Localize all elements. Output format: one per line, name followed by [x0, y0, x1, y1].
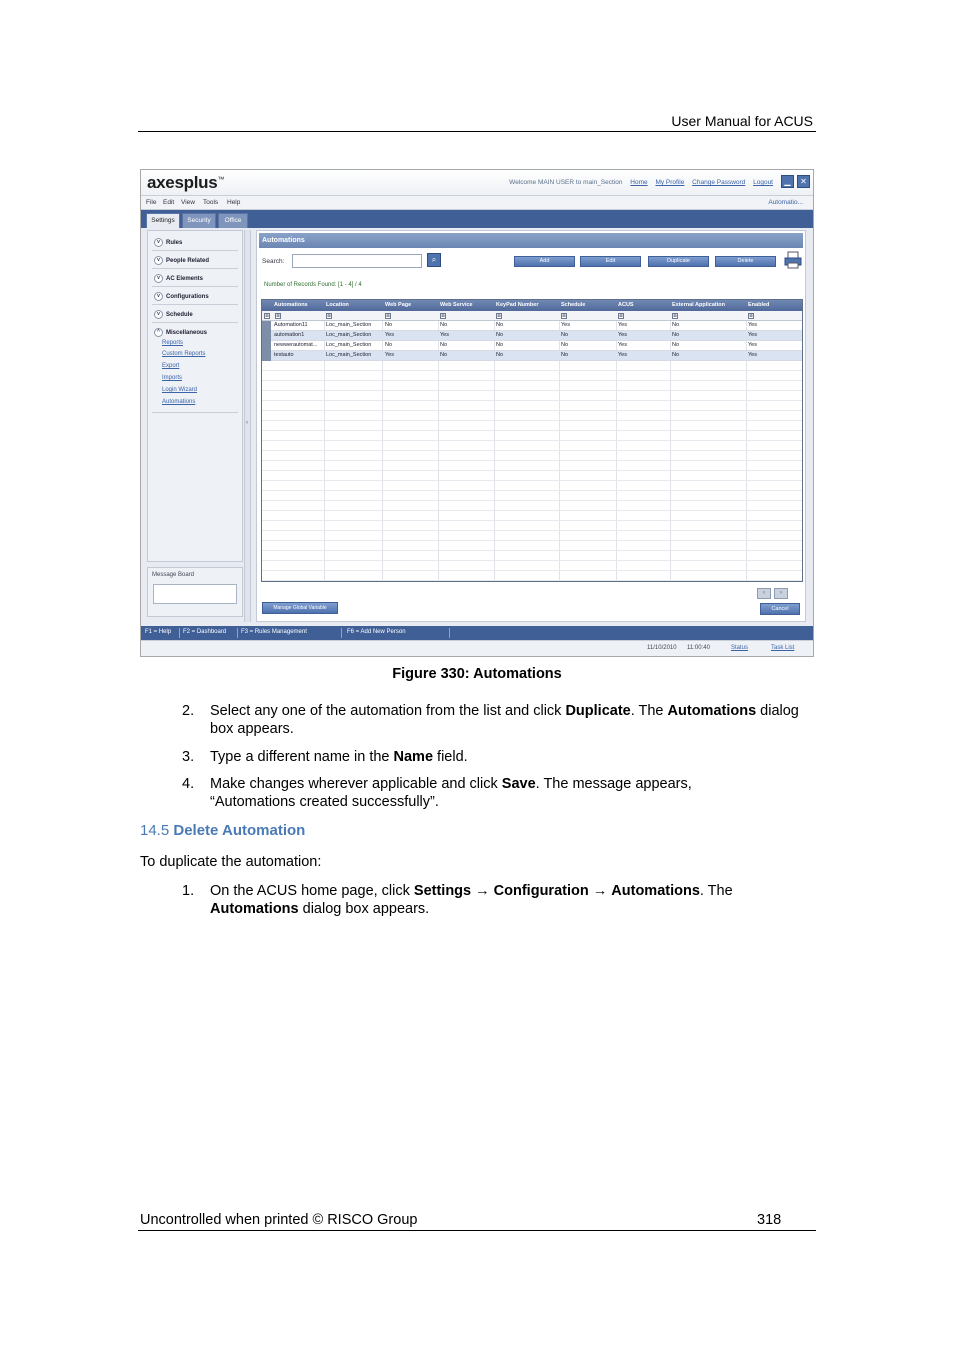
cell-keypad: No	[496, 322, 504, 328]
fkey-help[interactable]: F1 = Help	[145, 629, 172, 635]
duplicate-button[interactable]: Duplicate	[648, 256, 709, 267]
cell-enabled: Yes	[748, 342, 757, 348]
cell-external-app: No	[672, 322, 680, 328]
col-external-application[interactable]: External Application	[672, 302, 725, 308]
footer-copyright: Uncontrolled when printed © RISCO Group	[140, 1212, 418, 1228]
tab-settings[interactable]: Settings	[146, 213, 180, 228]
top-links	[503, 179, 773, 186]
fkey-rules-management[interactable]: F3 = Rules Management	[241, 629, 307, 635]
table-row[interactable]	[262, 341, 803, 351]
cell-web-service: No	[440, 342, 448, 348]
fkey-dashboard[interactable]: F2 = Dashboard	[183, 629, 227, 635]
empty-row	[262, 571, 803, 581]
close-icon[interactable]: ✕	[797, 175, 810, 188]
cell-web-page: No	[385, 342, 393, 348]
empty-row	[262, 361, 803, 371]
footer-rule	[138, 1230, 816, 1231]
logout-link[interactable]: Logout	[753, 179, 773, 186]
filter-checkbox[interactable]: ⊠	[441, 313, 445, 318]
add-button[interactable]: Add	[514, 256, 575, 267]
filter-checkbox[interactable]: ⊠	[386, 313, 390, 318]
tab-office[interactable]: Office	[218, 213, 248, 228]
sublink-reports[interactable]: Reports	[162, 340, 184, 346]
axesplus-logo: axesplus™	[147, 173, 225, 192]
message-board	[147, 567, 243, 617]
menu-automations[interactable]: Automatio...	[768, 199, 803, 206]
empty-row	[262, 511, 803, 521]
cell-acus: Yes	[618, 332, 627, 338]
col-web-page[interactable]: Web Page	[385, 302, 412, 308]
cell-location: Loc_main_Section	[326, 352, 372, 358]
tabs-bar	[141, 210, 813, 228]
nav-people-related[interactable]: v People Related	[154, 256, 209, 265]
col-enabled[interactable]: Enabled	[748, 302, 770, 308]
search-icon[interactable]: ⌕	[427, 253, 441, 267]
arrow-icon: →	[475, 883, 490, 899]
step-number: 3.	[182, 749, 195, 765]
empty-row	[262, 491, 803, 501]
filter-checkbox[interactable]: ⊠	[619, 313, 623, 318]
step-number: 1.	[182, 883, 195, 899]
app-topbar	[141, 170, 813, 196]
step-text: Type a different name in the Name field.	[210, 749, 468, 765]
cell-keypad: No	[496, 342, 504, 348]
empty-row	[262, 551, 803, 561]
cell-acus: Yes	[618, 342, 627, 348]
automations-screenshot	[140, 169, 814, 657]
cell-schedule: No	[561, 352, 569, 358]
empty-row	[262, 481, 803, 491]
cell-web-page: No	[385, 322, 393, 328]
filter-checkbox[interactable]: ⊠	[327, 313, 331, 318]
empty-row	[262, 391, 803, 401]
col-keypad-number[interactable]: KeyPad Number	[496, 302, 539, 308]
nav-configurations[interactable]: v Configurations	[154, 292, 209, 301]
table-row[interactable]	[262, 321, 803, 331]
records-count: Number of Records Found: [1 - 4] / 4	[264, 282, 362, 288]
filter-icon[interactable]: ⊠	[265, 313, 269, 318]
fkey-separator	[449, 628, 450, 638]
grid-header	[262, 300, 803, 311]
cell-automation: automation1	[274, 332, 305, 338]
menu-view[interactable]: View	[181, 199, 195, 206]
sublink-imports[interactable]: Imports	[162, 375, 183, 381]
automations-panel	[256, 230, 806, 622]
empty-row	[262, 381, 803, 391]
cell-location: Loc_main_Section	[326, 332, 372, 338]
filter-checkbox[interactable]: ⊠	[562, 313, 566, 318]
chevron-up-icon: ^	[154, 328, 163, 337]
cell-keypad: No	[496, 352, 504, 358]
intro-paragraph: To duplicate the automation:	[140, 854, 322, 870]
col-location[interactable]: Location	[326, 302, 349, 308]
cell-web-service: No	[440, 322, 448, 328]
edit-button[interactable]: Edit	[580, 256, 641, 267]
step-text: Make changes wherever applicable and click Save. The message appears, “Automations created successfully”.	[210, 776, 692, 810]
cell-web-service: No	[440, 352, 448, 358]
cell-schedule: No	[561, 342, 569, 348]
cancel-button[interactable]: Cancel	[760, 603, 800, 615]
row-header	[262, 321, 271, 331]
sublink-automations[interactable]: Automations	[162, 399, 196, 405]
chevron-down-icon: v	[154, 292, 163, 301]
fkey-separator	[179, 628, 180, 638]
cell-external-app: No	[672, 352, 680, 358]
minimize-icon[interactable]: ▁	[781, 175, 794, 188]
nav-divider	[152, 286, 238, 287]
nav-miscellaneous[interactable]: ^ Miscellaneous	[154, 328, 207, 337]
page-number: 318	[757, 1212, 782, 1228]
menu-bar	[141, 196, 813, 210]
step-text: On the ACUS home page, click Settings → Configuration → Automations. The Automations dialog box appears.	[210, 883, 733, 917]
fkey-add-new-person[interactable]: F6 = Add New Person	[347, 629, 406, 635]
delete-button[interactable]: Delete	[715, 256, 776, 267]
collapse-arrow-icon[interactable]: ‹	[246, 420, 248, 426]
empty-row	[262, 401, 803, 411]
table-row[interactable]	[262, 331, 803, 341]
status-link[interactable]: Status	[731, 645, 749, 651]
automations-grid	[261, 299, 803, 582]
nav-divider	[152, 250, 238, 251]
printer-icon[interactable]	[784, 251, 802, 269]
change-password-link[interactable]: Change Password	[692, 179, 746, 186]
welcome-text: Welcome MAIN USER to main_Section	[509, 179, 623, 186]
chevron-down-icon: v	[154, 274, 163, 283]
home-link[interactable]: Home	[630, 179, 648, 186]
col-automations[interactable]: Automations	[274, 302, 308, 308]
empty-row	[262, 471, 803, 481]
cell-external-app: No	[672, 342, 680, 348]
menu-help[interactable]: Help	[227, 199, 241, 206]
chevron-down-icon: v	[154, 238, 163, 247]
tab-security[interactable]: Security	[182, 213, 216, 228]
cell-enabled: Yes	[748, 322, 757, 328]
task-list-link[interactable]: Task List	[771, 645, 795, 651]
empty-row	[262, 431, 803, 441]
prev-page-icon[interactable]: ‹	[757, 588, 771, 599]
cell-acus: Yes	[618, 352, 627, 358]
panel-splitter[interactable]	[244, 230, 251, 622]
status-time: 11:00:40	[687, 645, 710, 651]
cell-enabled: Yes	[748, 352, 757, 358]
message-board-label: Message Board	[152, 572, 195, 578]
nav-schedule[interactable]: v Schedule	[154, 310, 193, 319]
cell-web-page: Yes	[385, 352, 394, 358]
my-profile-link[interactable]: My Profile	[655, 179, 685, 186]
cell-acus: Yes	[618, 322, 627, 328]
step-number: 4.	[182, 776, 195, 792]
figure-caption: Figure 330: Automations	[392, 666, 562, 682]
step-text: Select any one of the automation from the list and click Duplicate. The Automations dialog box appears.	[210, 703, 799, 737]
section-heading: 14.5 Delete Automation	[140, 822, 306, 839]
nav-divider	[152, 268, 238, 269]
function-key-bar	[141, 626, 813, 640]
header-rule	[138, 131, 816, 132]
grid-filter-row	[262, 311, 803, 321]
left-nav-panel	[147, 230, 243, 562]
cell-automation: Automation11	[274, 322, 308, 328]
status-date: 11/10/2010	[647, 645, 677, 651]
filter-checkbox[interactable]: ⊠	[673, 313, 677, 318]
chevron-down-icon: v	[154, 310, 163, 319]
sublink-export[interactable]: Export	[162, 363, 180, 369]
sublink-custom-reports[interactable]: Custom Reports	[162, 351, 206, 357]
cell-location: Loc_main_Section	[326, 342, 372, 348]
cell-web-page: Yes	[385, 332, 394, 338]
col-acus[interactable]: ACUS	[618, 302, 634, 308]
empty-row	[262, 441, 803, 451]
nav-divider	[152, 322, 238, 323]
filter-checkbox[interactable]: ⊠	[749, 313, 753, 318]
col-schedule[interactable]: Schedule	[561, 302, 586, 308]
search-input[interactable]	[292, 254, 422, 268]
manage-global-variable-button[interactable]: Manage Global Variable	[262, 602, 338, 614]
empty-row	[262, 561, 803, 571]
nav-rules[interactable]: v Rules	[154, 238, 182, 247]
running-header: User Manual for ACUS	[671, 113, 813, 129]
sublink-login-wizard[interactable]: Login Wizard	[162, 387, 198, 393]
cell-keypad: No	[496, 332, 504, 338]
col-web-service[interactable]: Web Service	[440, 302, 473, 308]
empty-row	[262, 421, 803, 431]
cell-enabled: Yes	[748, 332, 757, 338]
empty-row	[262, 531, 803, 541]
filter-checkbox[interactable]: ⊠	[276, 313, 280, 318]
empty-row	[262, 541, 803, 551]
empty-row	[262, 371, 803, 381]
row-header	[262, 341, 271, 351]
filter-checkbox[interactable]: ⊠	[497, 313, 501, 318]
row-header	[262, 331, 271, 341]
cell-web-service: Yes	[440, 332, 449, 338]
fkey-separator	[237, 628, 238, 638]
search-label: Search:	[262, 258, 285, 265]
next-page-icon[interactable]: ›	[774, 588, 788, 599]
message-board-box[interactable]	[153, 584, 237, 604]
cell-external-app: No	[672, 332, 680, 338]
empty-row	[262, 451, 803, 461]
fkey-separator	[341, 628, 342, 638]
cell-schedule: Yes	[561, 322, 570, 328]
table-row[interactable]	[262, 351, 803, 361]
panel-title: Automations	[259, 233, 803, 248]
empty-row	[262, 461, 803, 471]
row-header	[262, 351, 271, 361]
nav-divider	[152, 304, 238, 305]
cell-location: Loc_main_Section	[326, 322, 372, 328]
empty-row	[262, 521, 803, 531]
cell-automation: testauto	[274, 352, 294, 358]
empty-row	[262, 411, 803, 421]
cell-schedule: No	[561, 332, 569, 338]
nav-ac-elements[interactable]: v AC Elements	[154, 274, 203, 283]
empty-row	[262, 501, 803, 511]
status-bar	[141, 640, 813, 656]
step-number: 2.	[182, 703, 195, 719]
arrow-icon: →	[592, 883, 608, 899]
cell-automation: newwerautomat...	[274, 342, 318, 348]
menu-tools[interactable]: Tools	[203, 199, 219, 206]
nav-divider	[152, 412, 238, 413]
chevron-down-icon: v	[154, 256, 163, 265]
menu-edit[interactable]: Edit	[163, 199, 175, 206]
menu-file[interactable]: File	[146, 199, 157, 206]
